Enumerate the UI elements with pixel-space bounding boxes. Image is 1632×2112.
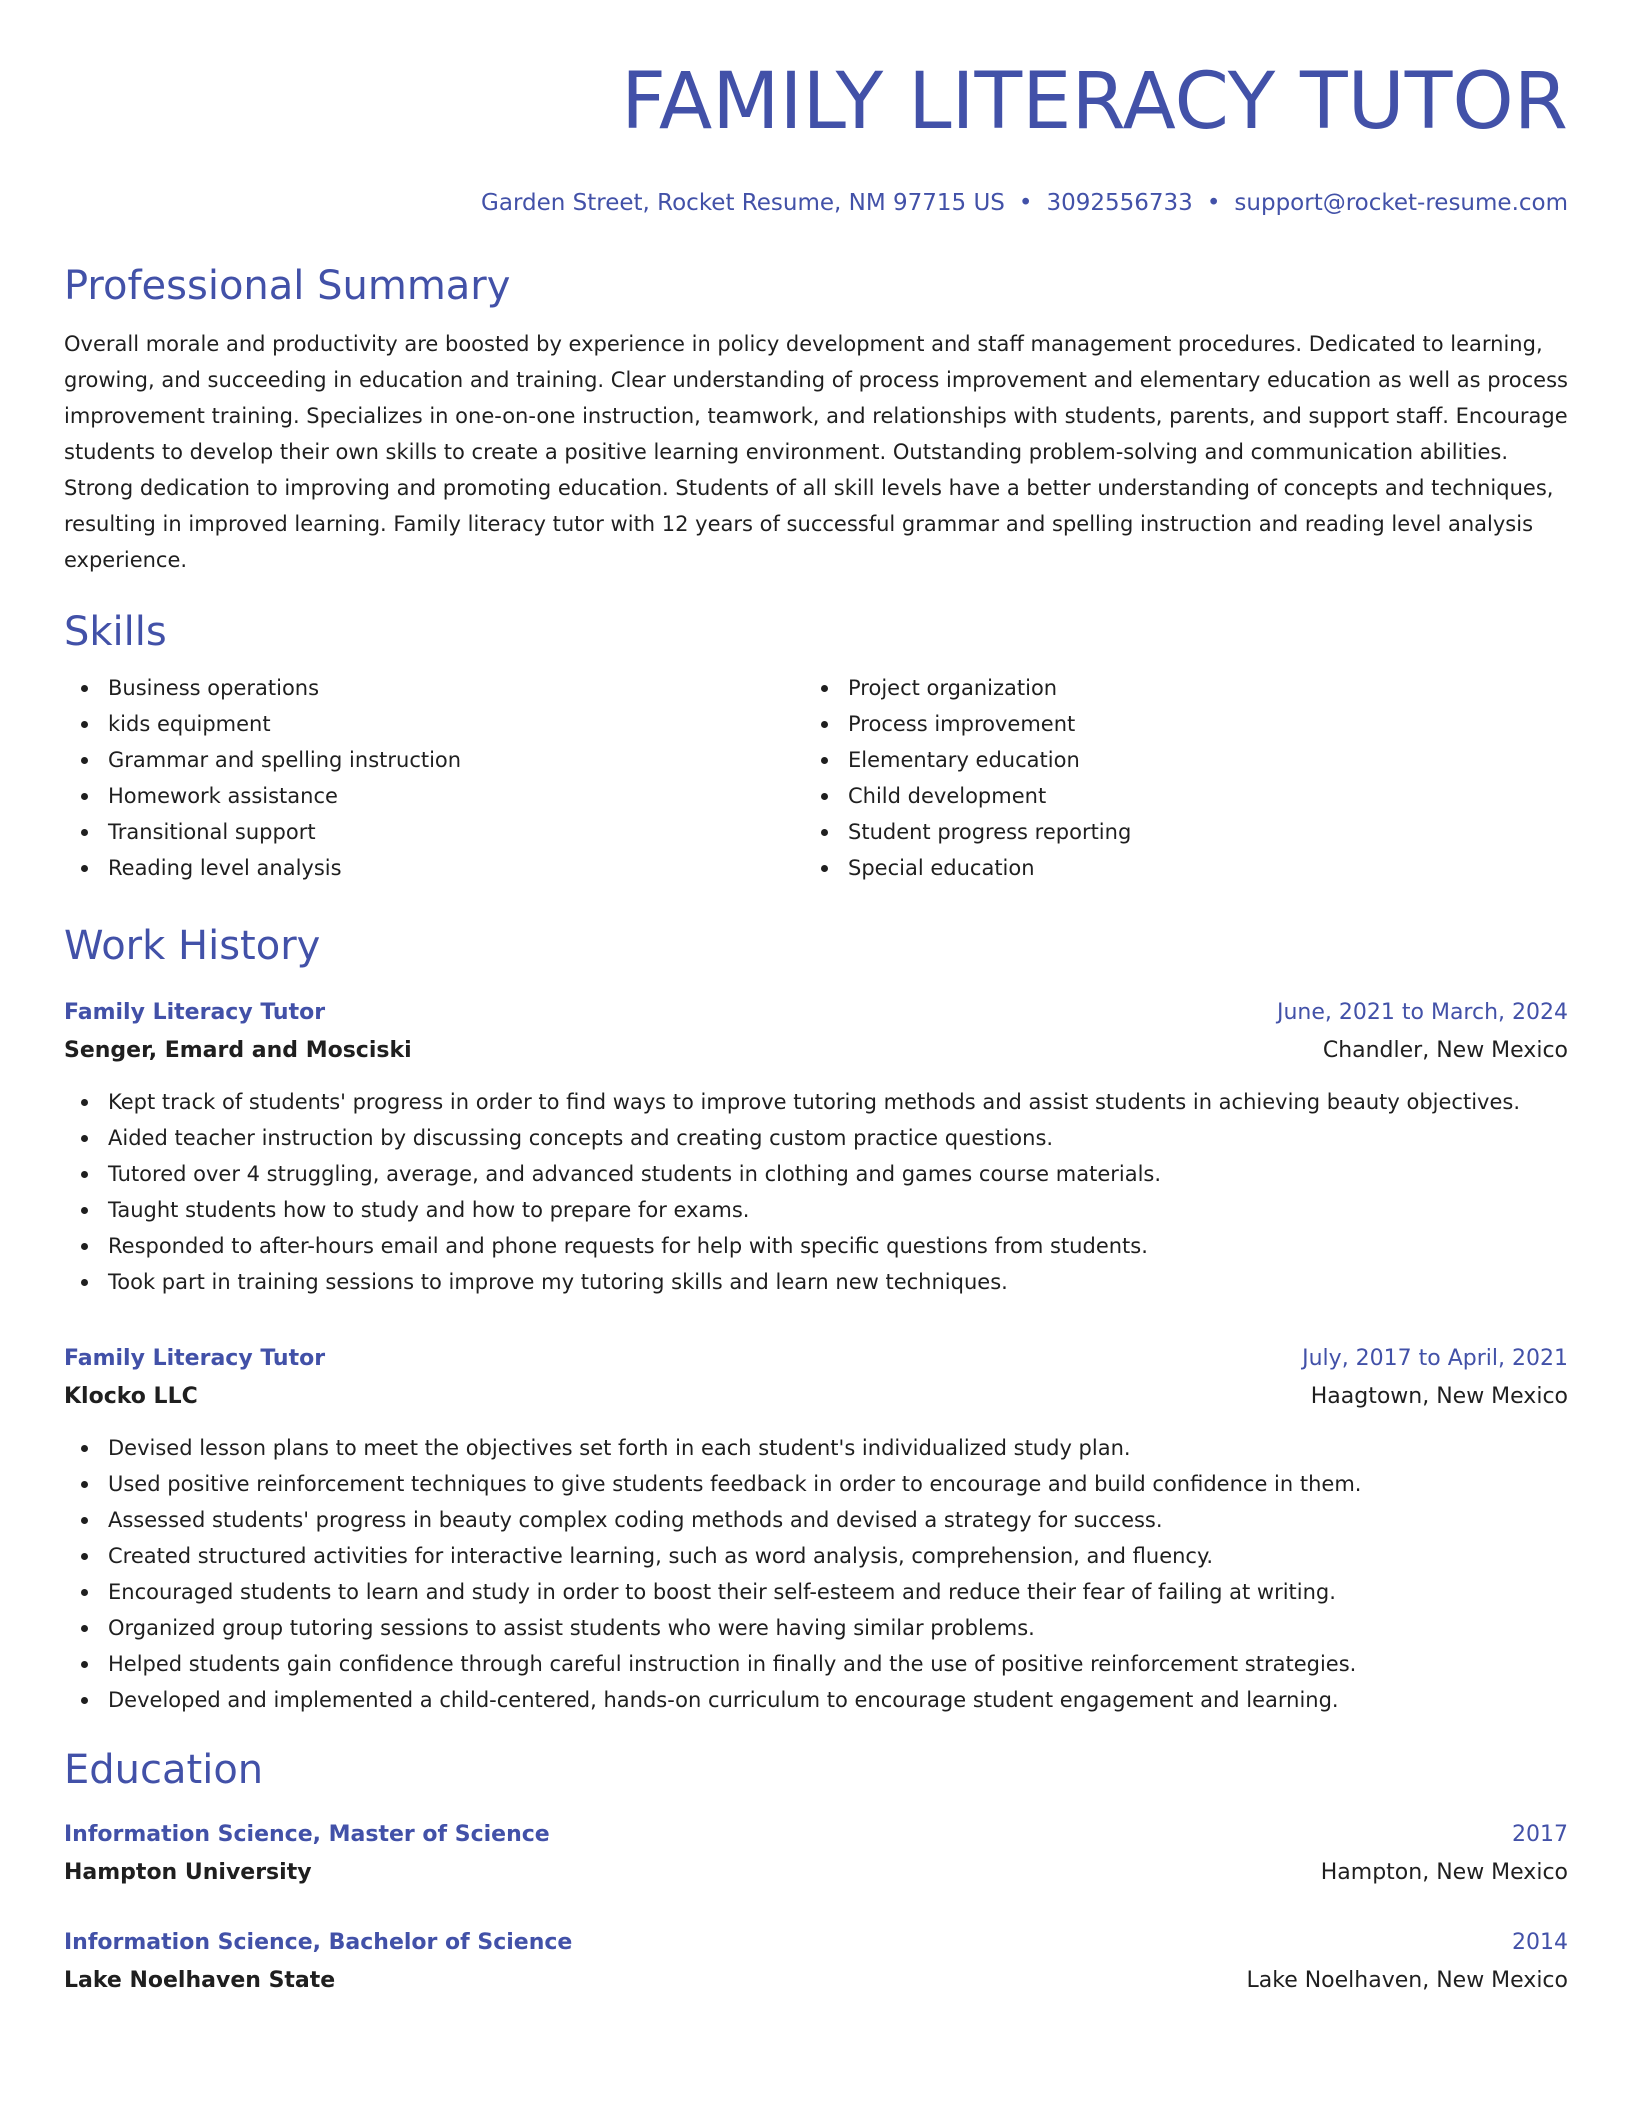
- job-bullet: Organized group tutoring sessions to assist students who were having similar problems.: [64, 1610, 1568, 1646]
- job-bullet: Took part in training sessions to improve my tutoring skills and learn new techniques.: [64, 1264, 1568, 1300]
- education-school-row: [64, 1962, 1568, 2000]
- education-location: Hampton, New Mexico: [1320, 1860, 1568, 1885]
- skill-item: Homework assistance: [64, 778, 804, 814]
- job-title: Family Literacy Tutor: [64, 1346, 326, 1371]
- candidate-name: FAMILY LITERACY TUTOR: [621, 57, 1568, 147]
- job-company: Klocko LLC: [64, 1384, 198, 1409]
- job-entry: [64, 1340, 1568, 1718]
- job-bullets: [64, 1430, 1568, 1718]
- skill-item: Transitional support: [64, 814, 804, 850]
- job-dates: July, 2017 to April, 2021: [1302, 1346, 1568, 1371]
- education-school: Lake Noelhaven State: [64, 1968, 336, 1993]
- skill-item: Special education: [804, 850, 1544, 886]
- contact-separator: •: [1018, 190, 1033, 216]
- skill-item: Business operations: [64, 670, 804, 706]
- job-title: Family Literacy Tutor: [64, 1000, 326, 1025]
- job-bullet: Aided teacher instruction by discussing concepts and creating custom practice questions.: [64, 1120, 1568, 1156]
- education-year: 2017: [1512, 1822, 1568, 1847]
- job-bullet: Encouraged students to learn and study in order to boost their self-esteem and reduce their fear of failing at writing.: [64, 1574, 1568, 1610]
- contact-separator: •: [1206, 190, 1221, 216]
- job-location: Haagtown, New Mexico: [1310, 1384, 1568, 1409]
- skills-heading: Skills: [64, 609, 167, 655]
- education-degree-row: [64, 1924, 1568, 1962]
- job-bullet: Assessed students' progress in beauty complex coding methods and devised a strategy for success.: [64, 1502, 1568, 1538]
- skills-right-column: [804, 670, 1544, 886]
- job-entry: [64, 994, 1568, 1300]
- job-header-row: [64, 994, 1568, 1032]
- skill-item: Reading level analysis: [64, 850, 804, 886]
- job-bullet: Devised lesson plans to meet the objectives set forth in each student's individualized study plan.: [64, 1430, 1568, 1466]
- contact-phone: 3092556733: [1046, 190, 1193, 216]
- skill-item: Process improvement: [804, 706, 1544, 742]
- education-entry: [64, 1816, 1568, 1892]
- education-school: Hampton University: [64, 1860, 312, 1885]
- job-company-row: [64, 1032, 1568, 1070]
- job-bullet: Taught students how to study and how to prepare for exams.: [64, 1192, 1568, 1228]
- contact-address: Garden Street, Rocket Resume, NM 97715 US: [481, 190, 1005, 216]
- skill-item: kids equipment: [64, 706, 804, 742]
- summary-heading: Professional Summary: [64, 263, 511, 309]
- education-location: Lake Noelhaven, New Mexico: [1246, 1968, 1568, 1993]
- summary-text: Overall morale and productivity are boosted by experience in policy development and staff management procedures. Dedicated to learning, growing, and succeeding in education and training. Clear understanding of process improvement and elementary education as well as process improvement training. Specializes in one-on-one instruction, teamwork, and relationships with students, parents, and support staff. Encourage students to develop their own skills to create a positive learning environment. Outstanding problem-solving and communication abilities. Strong dedication to improving and promoting education. Students of all skill levels have a better understanding of concepts and techniques, resulting in improved learning. Family literacy tutor with 12 years of successful grammar and spelling instruction and reading level analysis experience.: [64, 332, 1568, 572]
- education-entry: [64, 1924, 1568, 2000]
- job-company-row: [64, 1378, 1568, 1416]
- job-bullet: Created structured activities for interactive learning, such as word analysis, comprehension, and fluency.: [64, 1538, 1568, 1574]
- job-bullets: [64, 1084, 1568, 1300]
- education-school-row: [64, 1854, 1568, 1892]
- skill-item: Student progress reporting: [804, 814, 1544, 850]
- skills-left-column: [64, 670, 804, 886]
- job-bullet: Developed and implemented a child-centered, hands-on curriculum to encourage student engagement and learning.: [64, 1682, 1568, 1718]
- job-company: Senger, Emard and Mosciski: [64, 1038, 412, 1063]
- education-degree: Information Science, Bachelor of Science: [64, 1930, 573, 1955]
- job-bullet: Kept track of students' progress in order to find ways to improve tutoring methods and assist students in achieving beauty objectives.: [64, 1084, 1568, 1120]
- job-location: Chandler, New Mexico: [1322, 1038, 1568, 1063]
- skills-columns: [64, 670, 1568, 886]
- education-heading: Education: [64, 1747, 264, 1793]
- job-dates: June, 2021 to March, 2024: [1277, 1000, 1568, 1025]
- education-degree: Information Science, Master of Science: [64, 1822, 550, 1847]
- skill-item: Project organization: [804, 670, 1544, 706]
- skill-item: Grammar and spelling instruction: [64, 742, 804, 778]
- education-year: 2014: [1512, 1930, 1568, 1955]
- job-bullet: Used positive reinforcement techniques to give students feedback in order to encourage and build confidence in them.: [64, 1466, 1568, 1502]
- job-bullet: Helped students gain confidence through careful instruction in finally and the use of positive reinforcement strategies.: [64, 1646, 1568, 1682]
- resume-header: [64, 56, 1568, 218]
- work-history-heading: Work History: [64, 923, 321, 969]
- contact-email: support@rocket-resume.com: [1234, 190, 1568, 216]
- contact-line: [64, 188, 1568, 218]
- job-bullet: Tutored over 4 struggling, average, and advanced students in clothing and games course materials.: [64, 1156, 1568, 1192]
- skill-item: Child development: [804, 778, 1544, 814]
- job-header-row: [64, 1340, 1568, 1378]
- skill-item: Elementary education: [804, 742, 1544, 778]
- job-bullet: Responded to after-hours email and phone requests for help with specific questions from students.: [64, 1228, 1568, 1264]
- education-degree-row: [64, 1816, 1568, 1854]
